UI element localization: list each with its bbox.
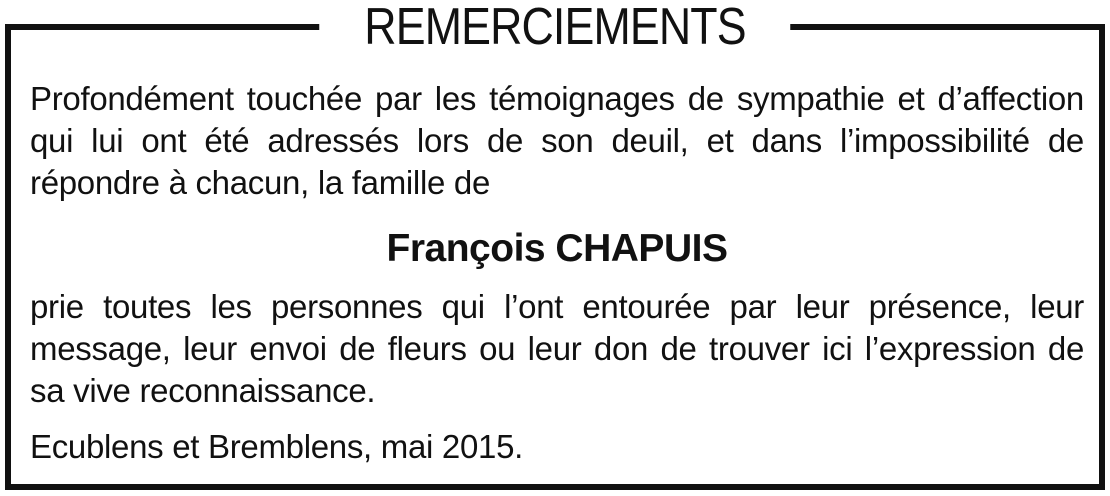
message-paragraph: prie toutes les personnes qui l’ont entourée par leur présence, leur message, leur envoi de fleurs ou leur don de trouver ici l’expression de sa vive reconnaissance. [30, 288, 1084, 409]
closing-line: Ecublens et Bremblens, mai 2015. [30, 428, 524, 465]
notice-title-text: REMERCIEMENTS [364, 0, 746, 56]
intro-paragraph: Profondément touchée par les témoignages de sympathie et d’affection qui lui ont été adressés lors de son deuil, et dans l’impossibilité de répondre à chacun, la famille de [30, 80, 1084, 201]
deceased-name: François CHAPUIS [386, 227, 728, 270]
notice-content [30, 78, 1084, 468]
notice-title [319, 0, 790, 54]
